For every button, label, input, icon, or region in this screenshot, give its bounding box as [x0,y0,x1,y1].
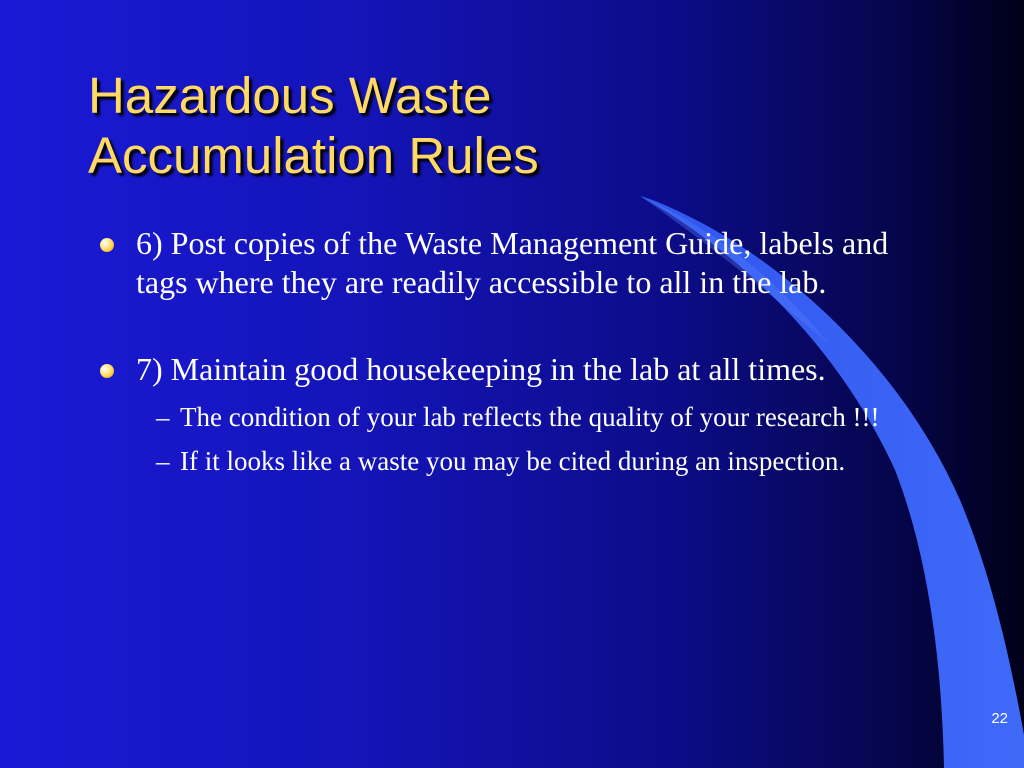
dash-marker: – [156,446,170,476]
slide-content [100,224,930,487]
round-bullet-icon [100,364,114,378]
sub-bullet-list [100,399,930,480]
sub-bullet-text: The condition of your lab reflects the quality of your research !!! [180,402,880,432]
slide-title [88,66,539,186]
bullet-item [100,350,930,389]
sub-bullet-item [144,443,930,480]
bullet-text: 6) Post copies of the Waste Management Guide, labels and tags where they are readily accessible to all in the lab. [136,225,889,300]
bullet-text: 7) Maintain good housekeeping in the lab at all times. [136,351,826,387]
sub-bullet-item [144,399,930,436]
title-line: Accumulation Rules [88,127,539,184]
sub-bullet-text: If it looks like a waste you may be cited during an inspection. [180,446,846,476]
round-bullet-icon [100,238,114,252]
dash-marker: – [156,402,170,432]
page-number: 22 [991,710,1008,727]
bullet-item [100,224,930,302]
title-line: Hazardous Waste [88,67,492,124]
